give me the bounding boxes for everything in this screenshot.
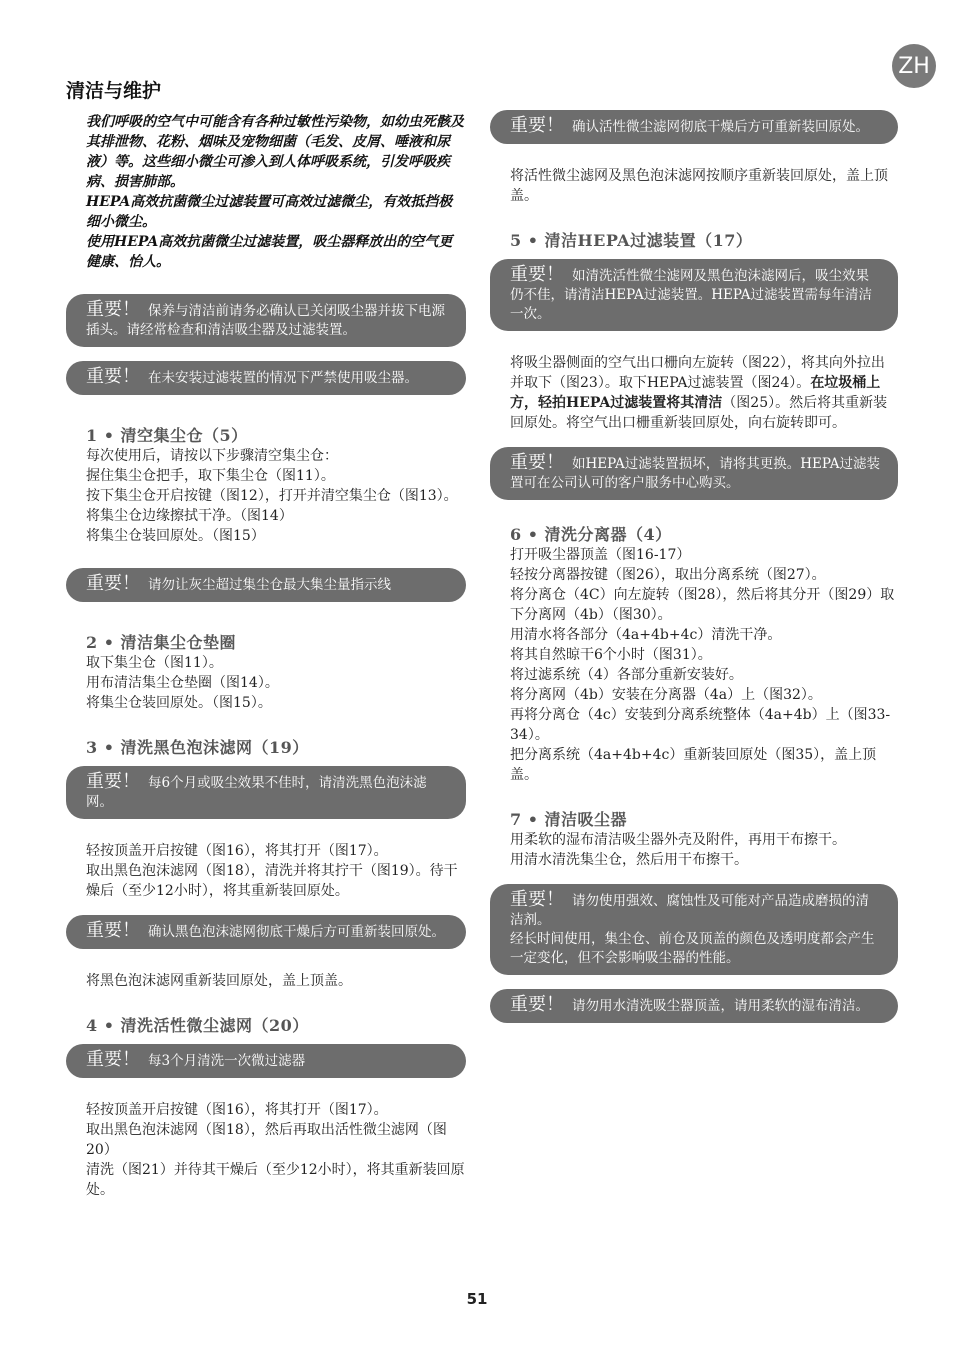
important-label: 重要！ [86,573,140,594]
step-text: 用清水将各部分（4a+4b+4c）清洗干净。 [510,627,782,643]
paragraph [510,353,898,433]
step-text: 用柔软的湿布清洁吸尘器外壳及附件，再用干布擦干。 [510,832,846,848]
important-label: 重要！ [86,1049,140,1070]
step-text: 清洗（图21）并待其干燥后（至少12小时），将其重新装回原处。 [86,1162,465,1198]
section-body [66,653,466,713]
important-notice [490,447,898,500]
important-text: 每6个月或吸尘效果不佳时，请清洗黑色泡沫滤网。 [86,775,427,810]
important-label: 重要！ [510,452,564,473]
text-run: （图25）。然后将其重新装回原处。将空气出口栅重新装回原处，向右旋转即可。 [510,395,888,431]
step-text: 将其自然晾干6个小时（图31）。 [510,647,712,663]
paragraph: 将黑色泡沫滤网重新装回原处，盖上顶盖。 [86,973,352,989]
step-text: 握住集尘仓把手，取下集尘仓（图11）。 [86,468,335,484]
step-text: 打开吸尘器顶盖（图16-17） [510,547,691,563]
important-text: 请勿用水清洗吸尘器顶盖，请用柔软的湿布清洁。 [572,998,869,1014]
important-notice [66,294,466,347]
section-heading: 4 • 清洗活性微尘滤网（20） [86,1016,309,1035]
section-heading: 6 • 清洗分离器（4） [510,525,672,544]
step-text: 将过滤系统（4）各部分重新安装好。 [510,667,743,683]
important-text: 确认黑色泡沫滤网彻底干燥后方可重新装回原处。 [148,924,445,940]
important-notice [66,1044,466,1078]
section-body [66,1100,466,1200]
step-text: 取下集尘仓（图11）。 [86,655,223,671]
step-text: 再将分离仓（4c）安装到分离系统整体（4a+4b）上（图33-34）。 [510,707,891,743]
important-notice [490,110,898,144]
step-text: 轻按顶盖开启按键（图16），将其打开（图17）。 [86,1102,388,1118]
important-text: 请勿使用强效、腐蚀性及可能对产品造成磨损的清洁剂。 [510,893,869,928]
right-column [490,110,898,1023]
step-text: 用清水清洗集尘仓，然后用干布擦干。 [510,852,748,868]
important-text: 如HEPA过滤装置损坏，请将其更换。HEPA过滤装置可在公司认可的客户服务中心购买。 [510,456,880,491]
important-label: 重要！ [86,771,140,792]
section-body [66,841,466,901]
intro-paragraph: 我们呼吸的空气中可能含有各种过敏性污染物，如幼虫死骸及其排泄物、花粉、烟味及宠物细菌（毛发、皮屑、唾液和尿液）等。这些细小微尘可渗入到人体呼吸系统，引发呼吸疾病、损害肺部。 [86,114,464,190]
paragraph: 将活性微尘滤网及黑色泡沫滤网按顺序重新装回原处，盖上顶盖。 [510,168,888,204]
text-run: 将吸尘器侧面的空气出口栅向左旋转（图22），将其向外拉出并取下（图23）。取下HEPA过滤装置（图24）。 [510,355,885,391]
important-notice [66,361,466,395]
important-notice [490,884,898,975]
intro-text [66,112,466,272]
section-heading: 1 • 清空集尘仓（5） [86,426,248,445]
section-body [490,830,898,870]
important-notice [66,915,466,949]
section-body [490,353,898,433]
important-label: 重要！ [510,264,564,285]
step-text: 把分离系统（4a+4b+4c）重新装回原处（图35），盖上顶盖。 [510,747,877,783]
step-text: 将集尘仓装回原处。（图15）。 [86,695,272,711]
important-text: 保养与清洁前请务必确认已关闭吸尘器并拔下电源插头。请经常检查和清洁吸尘器及过滤装置。 [86,303,445,338]
important-text: 确认活性微尘滤网彻底干燥后方可重新装回原处。 [572,119,869,135]
important-text: 每3个月清洗一次微过滤器 [148,1053,306,1069]
important-text: 在未安装过滤装置的情况下严禁使用吸尘器。 [148,370,418,386]
intro-paragraph: 使用HEPA高效抗菌微尘过滤装置，吸尘器释放出的空气更健康、怡人。 [86,234,453,270]
important-label: 重要！ [86,366,140,387]
section-heading: 2 • 清洁集尘仓垫圈 [86,633,237,652]
page-title: 清洁与维护 [66,80,162,102]
step-text: 轻按顶盖开启按键（图16），将其打开（图17）。 [86,843,388,859]
important-notice [490,259,898,331]
important-label: 重要！ [510,889,564,910]
step-text: 将集尘仓装回原处。（图15） [86,528,265,544]
step-text: 将分离网（4b）安装在分离器（4a）上（图32）。 [510,687,822,703]
step-text: 将分离仓（4C）向左旋转（图28），然后将其分开（图29）取下分离网（4b）（图30）。 [510,587,895,623]
section-body [66,971,466,991]
important-notice [66,766,466,819]
section-heading: 7 • 清洁吸尘器 [510,810,628,829]
step-text: 取出黑色泡沫滤网（图18），清洗并将其拧干（图19）。待干燥后（至少12小时），将其重新装回原处。 [86,863,458,899]
important-notice [490,989,898,1023]
step-text: 将集尘仓边缘擦拭干净。（图14） [86,508,293,524]
important-text: 请勿让灰尘超过集尘仓最大集尘量指示线 [148,577,391,593]
section-body [490,545,898,785]
section-intro: 每次使用后，请按以下步骤清空集尘仓： [86,448,338,464]
important-label: 重要！ [510,115,564,136]
intro-paragraph: HEPA高效抗菌微尘过滤装置可高效过滤微尘，有效抵挡极细小微尘。 [86,194,453,230]
important-line [510,890,880,930]
left-column [66,112,466,1200]
step-text: 轻按分离器按键（图26），取出分离系统（图27）。 [510,567,826,583]
section-body [490,166,898,206]
step-text: 用布清洁集尘仓垫圈（图14）。 [86,675,279,691]
section-heading: 3 • 清洗黑色泡沫滤网（19） [86,738,309,757]
section-body [66,446,466,546]
important-text: 经长时间使用，集尘仓、前仓及顶盖的颜色及透明度都会产生一定变化，但不会影响吸尘器的性能。 [510,931,875,966]
important-label: 重要！ [86,299,140,320]
page-number: 51 [466,1290,488,1308]
important-notice [66,568,466,602]
important-label: 重要！ [510,994,564,1015]
language-badge: ZH [892,44,936,88]
important-label: 重要！ [86,920,140,941]
important-text: 如清洗活性微尘滤网及黑色泡沫滤网后，吸尘效果仍不佳，请清洁HEPA过滤装置。HEPA过滤装置需每年清洁一次。 [510,268,872,322]
step-text: 按下集尘仓开启按键（图12），打开并清空集尘仓（图13）。 [86,488,458,504]
step-text: 取出黑色泡沫滤网（图18），然后再取出活性微尘滤网（图20） [86,1122,447,1158]
section-heading: 5 • 清洁HEPA过滤装置（17） [510,231,753,250]
emphasis-text: 在垃圾桶上方，轻拍HEPA过滤装置将其清洁 [510,375,881,411]
